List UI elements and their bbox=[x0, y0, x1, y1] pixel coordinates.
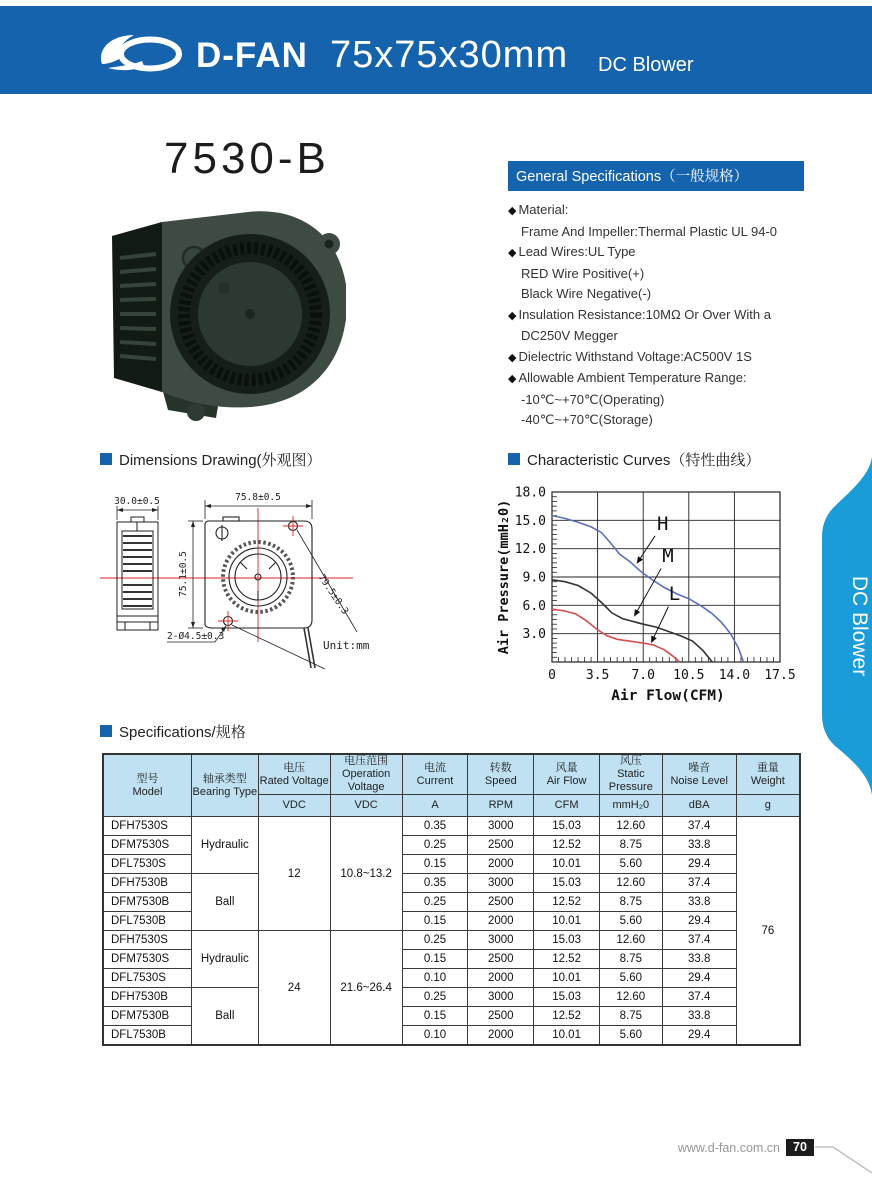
spec-item: DC250V Megger bbox=[521, 328, 618, 343]
cell-speed: 3000 bbox=[468, 988, 534, 1007]
y-tick-label: 18.0 bbox=[514, 485, 546, 501]
general-specifications-title: General Specifications（一般规格） bbox=[508, 161, 804, 191]
column-header: 转数 Speed bbox=[468, 754, 534, 795]
x-tick-label: 7.0 bbox=[631, 668, 655, 683]
cell-model: DFH7530B bbox=[103, 988, 191, 1007]
cell-bearing-type: Hydraulic bbox=[191, 817, 258, 874]
website-url: www.d-fan.com.cn bbox=[677, 1141, 780, 1155]
blue-square-icon bbox=[100, 725, 112, 737]
cell-air-flow: 12.52 bbox=[534, 1007, 600, 1026]
cell-noise-level: 37.4 bbox=[662, 874, 736, 893]
blue-square-icon bbox=[508, 453, 520, 465]
spec-item: ◆ Lead Wires:UL Type bbox=[508, 244, 636, 259]
cell-speed: 2500 bbox=[468, 893, 534, 912]
x-tick-label: 17.5 bbox=[764, 668, 796, 683]
cell-speed: 2500 bbox=[468, 950, 534, 969]
curves-section-heading bbox=[508, 449, 760, 470]
unit-header: RPM bbox=[468, 795, 534, 817]
cell-operation-voltage: 21.6~26.4 bbox=[330, 931, 402, 1046]
column-header: 噪音 Noise Level bbox=[662, 754, 736, 795]
cell-noise-level: 37.4 bbox=[662, 988, 736, 1007]
cell-operation-voltage: 10.8~13.2 bbox=[330, 817, 402, 931]
cell-noise-level: 33.8 bbox=[662, 1007, 736, 1026]
corner-decoration-line bbox=[815, 1140, 872, 1182]
cell-static-pressure: 12.60 bbox=[599, 931, 662, 950]
specifications-table bbox=[102, 753, 801, 1046]
cell-static-pressure: 8.75 bbox=[599, 1007, 662, 1026]
cell-noise-level: 29.4 bbox=[662, 855, 736, 874]
cell-weight: 76 bbox=[736, 817, 800, 1046]
unit-header: g bbox=[736, 795, 800, 817]
cell-static-pressure: 8.75 bbox=[599, 893, 662, 912]
spec-item: RED Wire Positive(+) bbox=[521, 265, 645, 281]
cell-noise-level: 29.4 bbox=[662, 969, 736, 988]
column-header: 风压 Static Pressure bbox=[599, 754, 662, 795]
cell-air-flow: 10.01 bbox=[534, 912, 600, 931]
dim-hole-label: 2-Ø4.5±0.3 bbox=[167, 631, 225, 642]
cell-static-pressure: 8.75 bbox=[599, 836, 662, 855]
curve-label-M: M bbox=[662, 545, 674, 568]
dimensions-heading-label: Dimensions Drawing(外观图） bbox=[119, 452, 322, 469]
cell-noise-level: 33.8 bbox=[662, 836, 736, 855]
cell-current: 0.10 bbox=[402, 1026, 468, 1046]
column-header: 重量 Weight bbox=[736, 754, 800, 795]
unit-header: mmH₂0 bbox=[599, 795, 662, 817]
cell-model: DFL7530S bbox=[103, 855, 191, 874]
spec-item: -40℃~+70℃(Storage) bbox=[521, 412, 653, 427]
cell-current: 0.35 bbox=[402, 817, 468, 836]
cell-bearing-type: Ball bbox=[191, 988, 258, 1046]
general-specifications-list bbox=[508, 200, 804, 431]
y-tick-label: 12.0 bbox=[514, 542, 546, 558]
cell-current: 0.25 bbox=[402, 988, 468, 1007]
cell-model: DFL7530B bbox=[103, 1026, 191, 1046]
chart-y-axis-title: Air Pressure(mmH₂0) bbox=[496, 499, 512, 655]
curves-heading-label: Characteristic Curves（特性曲线） bbox=[527, 452, 761, 469]
cell-air-flow: 15.03 bbox=[534, 931, 600, 950]
unit-header: CFM bbox=[534, 795, 600, 817]
cell-air-flow: 12.52 bbox=[534, 950, 600, 969]
cell-rated-voltage: 24 bbox=[258, 931, 330, 1046]
table-row bbox=[103, 817, 800, 836]
dim-front-height: 75.1±0.5 bbox=[178, 551, 189, 597]
cell-air-flow: 15.03 bbox=[534, 874, 600, 893]
spec-item: Black Wire Negative(-) bbox=[521, 286, 652, 301]
dim-unit-label: Unit:mm bbox=[323, 639, 370, 652]
cell-noise-level: 29.4 bbox=[662, 912, 736, 931]
cell-air-flow: 12.52 bbox=[534, 836, 600, 855]
cell-air-flow: 15.03 bbox=[534, 817, 600, 836]
curve-L bbox=[552, 609, 680, 662]
cell-rated-voltage: 12 bbox=[258, 817, 330, 931]
curve-M bbox=[552, 580, 712, 662]
cell-static-pressure: 12.60 bbox=[599, 817, 662, 836]
cell-model: DFH7530S bbox=[103, 931, 191, 950]
specifications-heading-label: Specifications/规格 bbox=[119, 724, 246, 741]
curve-label-L: L bbox=[668, 583, 681, 605]
cell-noise-level: 33.8 bbox=[662, 950, 736, 969]
column-header: 型号 Model bbox=[103, 754, 191, 817]
spec-item: Frame And Impeller:Thermal Plastic UL 94-0 bbox=[521, 223, 778, 239]
cell-noise-level: 33.8 bbox=[662, 893, 736, 912]
diamond-bullet-icon: ◆ bbox=[508, 205, 517, 217]
cell-noise-level: 37.4 bbox=[662, 817, 736, 836]
cell-model: DFL7530S bbox=[103, 969, 191, 988]
specifications-section-heading bbox=[100, 721, 246, 742]
column-header: 电压范围 Operation Voltage bbox=[330, 754, 402, 795]
cell-speed: 2500 bbox=[468, 836, 534, 855]
cell-current: 0.15 bbox=[402, 950, 468, 969]
column-header: 电流 Current bbox=[402, 754, 468, 795]
cell-speed: 2500 bbox=[468, 1007, 534, 1026]
cell-bearing-type: Ball bbox=[191, 874, 258, 931]
header-bar bbox=[0, 6, 872, 94]
spec-item: ◆ Dielectric Withstand Voltage:AC500V 1S bbox=[508, 348, 752, 364]
cell-current: 0.15 bbox=[402, 1007, 468, 1026]
dim-front-width: 75.8±0.5 bbox=[235, 492, 281, 503]
cell-static-pressure: 5.60 bbox=[599, 855, 662, 874]
curve-H bbox=[552, 516, 744, 662]
table-row bbox=[103, 874, 800, 893]
cell-current: 0.25 bbox=[402, 893, 468, 912]
annotation-leader bbox=[652, 607, 669, 642]
page-number: 70 bbox=[786, 1139, 814, 1156]
cell-model: DFH7530S bbox=[103, 817, 191, 836]
cell-current: 0.25 bbox=[402, 836, 468, 855]
cell-static-pressure: 12.60 bbox=[599, 988, 662, 1007]
dimensions-drawing bbox=[95, 476, 485, 704]
product-photo bbox=[98, 192, 346, 424]
brand-name: D-FAN bbox=[196, 36, 308, 75]
diamond-bullet-icon: ◆ bbox=[508, 351, 517, 364]
cell-speed: 3000 bbox=[468, 931, 534, 950]
spec-item: -10℃~+70℃(Operating) bbox=[521, 391, 665, 407]
cell-speed: 3000 bbox=[468, 874, 534, 893]
cell-speed: 2000 bbox=[468, 912, 534, 931]
cell-static-pressure: 5.60 bbox=[599, 1026, 662, 1046]
diamond-bullet-icon: ◆ bbox=[508, 373, 517, 385]
table-row bbox=[103, 931, 800, 950]
cell-current: 0.25 bbox=[402, 931, 468, 950]
cell-air-flow: 10.01 bbox=[534, 1026, 600, 1046]
characteristic-curves-chart bbox=[492, 474, 844, 706]
cell-current: 0.35 bbox=[402, 874, 468, 893]
cell-air-flow: 10.01 bbox=[534, 969, 600, 988]
dim-diagonal: 79.5±0.3 bbox=[315, 572, 351, 617]
annotation-arrowhead bbox=[637, 556, 643, 563]
y-tick-label: 6.0 bbox=[522, 598, 546, 614]
cell-noise-level: 29.4 bbox=[662, 1026, 736, 1046]
cell-current: 0.15 bbox=[402, 855, 468, 874]
x-tick-label: 0 bbox=[548, 668, 556, 683]
unit-header: VDC bbox=[258, 795, 330, 817]
column-header: 风量 Air Flow bbox=[534, 754, 600, 795]
diamond-bullet-icon: ◆ bbox=[508, 247, 517, 259]
unit-header: VDC bbox=[330, 795, 402, 817]
cell-noise-level: 37.4 bbox=[662, 931, 736, 950]
cell-bearing-type: Hydraulic bbox=[191, 931, 258, 988]
cell-current: 0.10 bbox=[402, 969, 468, 988]
x-tick-label: 14.0 bbox=[718, 668, 751, 683]
general-specifications-section bbox=[508, 161, 804, 431]
annotation-leader bbox=[635, 568, 661, 614]
column-header: 轴承类型 Bearing Type bbox=[191, 754, 258, 817]
page-title: 7530-B bbox=[164, 134, 330, 183]
dimensions-section-heading bbox=[100, 449, 322, 470]
table-row bbox=[103, 988, 800, 1007]
product-size: 75x75x30mm bbox=[330, 34, 569, 76]
cell-static-pressure: 8.75 bbox=[599, 950, 662, 969]
dc-blower-side-tab bbox=[822, 457, 872, 797]
spec-item: ◆ Insulation Resistance:10MΩ Or Over With a bbox=[508, 306, 771, 322]
y-tick-label: 9.0 bbox=[522, 570, 546, 586]
cell-speed: 3000 bbox=[468, 817, 534, 836]
cell-air-flow: 10.01 bbox=[534, 855, 600, 874]
dfan-logo-icon bbox=[98, 28, 190, 78]
cell-model: DFM7530B bbox=[103, 893, 191, 912]
chart-x-axis-title: Air Flow(CFM) bbox=[611, 688, 725, 704]
cell-model: DFH7530B bbox=[103, 874, 191, 893]
cell-current: 0.15 bbox=[402, 912, 468, 931]
cell-static-pressure: 5.60 bbox=[599, 969, 662, 988]
y-tick-label: 15.0 bbox=[514, 513, 546, 529]
unit-header: A bbox=[402, 795, 468, 817]
cell-model: DFL7530B bbox=[103, 912, 191, 931]
cell-model: DFM7530S bbox=[103, 950, 191, 969]
curve-label-H: H bbox=[657, 513, 669, 536]
cell-model: DFM7530S bbox=[103, 836, 191, 855]
cell-model: DFM7530B bbox=[103, 1007, 191, 1026]
annotation-arrowhead bbox=[634, 609, 640, 617]
dim-side-width: 30.0±0.5 bbox=[114, 496, 160, 507]
x-tick-label: 10.5 bbox=[673, 668, 705, 683]
product-type: DC Blower bbox=[598, 54, 694, 76]
cell-speed: 2000 bbox=[468, 1026, 534, 1046]
cell-speed: 2000 bbox=[468, 855, 534, 874]
cell-air-flow: 15.03 bbox=[534, 988, 600, 1007]
blue-square-icon bbox=[100, 453, 112, 465]
side-tab-label: DC Blower bbox=[848, 575, 871, 677]
cell-speed: 2000 bbox=[468, 969, 534, 988]
cell-static-pressure: 12.60 bbox=[599, 874, 662, 893]
column-header: 电压 Rated Voltage bbox=[258, 754, 330, 795]
x-tick-label: 3.5 bbox=[585, 668, 610, 683]
spec-item: ◆ Material: bbox=[508, 202, 569, 217]
cell-static-pressure: 5.60 bbox=[599, 912, 662, 931]
cell-air-flow: 12.52 bbox=[534, 893, 600, 912]
diamond-bullet-icon: ◆ bbox=[508, 309, 517, 322]
y-tick-label: 3.0 bbox=[522, 627, 546, 643]
spec-item: ◆ Allowable Ambient Temperature Range: bbox=[508, 370, 747, 385]
unit-header: dBA bbox=[662, 795, 736, 817]
